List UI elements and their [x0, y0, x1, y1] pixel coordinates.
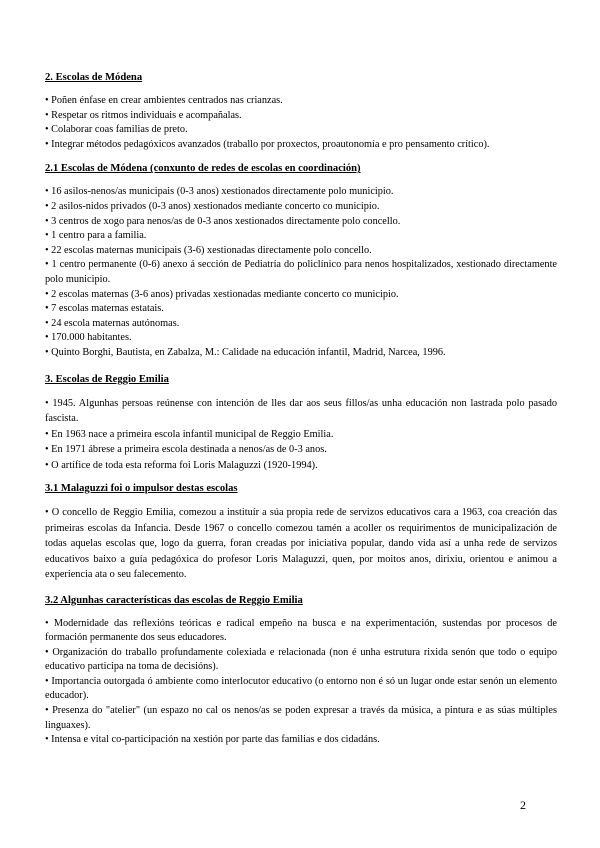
- section-escolas-modena: [45, 71, 557, 152]
- list-item: • 170.000 habitantes.: [45, 332, 132, 344]
- list-item: • Poñen énfase en crear ambientes centrados nas crianzas.: [45, 95, 283, 106]
- list-item: • O artífice de toda esta reforma foi Loris Malaguzzi (1920-1994).: [45, 459, 318, 471]
- page-number: 2: [520, 798, 526, 812]
- list-item: • En 1963 nace a primeira escola infantil municipal de Reggio Emilia.: [45, 428, 334, 440]
- section-malaguzzi: [45, 482, 557, 583]
- list-item: • 1 centro para a familia.: [45, 230, 147, 242]
- section-heading: 2. Escolas de Módena: [45, 72, 143, 83]
- list-item: • 7 escolas maternas estatais.: [45, 303, 164, 315]
- list-item: • Organización do traballo profundamente colexiada e relacionada (non é unha estrutura rixida senón que todo o equipo educativo participa na toma de decisións).: [45, 646, 557, 673]
- list-item: • O concello de Reggio Emilia, comezou a instituír a súa propia rede de servizos educativos cara a 1963, coa creación das primeiras escolas da Infancia. Desde 1967 o concello comezou tamén a acoller os requirimentos de municipalización de todas aquelas escolas que, logo da guerra, foran creadas por iniciativa popular, dando vida así a unha rede de servizos educativos baixo a guía pedagóxica do profesor Loris Malaguzzi, quen, por moitos anos, dirixiu, orientou e animou a experiencia ata o seu falecemento.: [45, 507, 557, 580]
- list-item: • Importancia outorgada ó ambiente como interlocutor educativo (o entorno non é só un lugar onde estar senón un elemento educador).: [45, 675, 557, 702]
- bullet-list: [45, 396, 557, 474]
- list-item: • Respetar os ritmos individuais e acompañalas.: [45, 109, 242, 121]
- section-redes-modena: [45, 162, 557, 360]
- list-item: • 3 centros de xogo para nenos/as de 0-3 anos xestionados directamente polo concello.: [45, 215, 401, 227]
- list-item: • 1 centro permanente (0-6) anexo á sección de Pediatría do policlínico para nenos hospitalizados, xestionado directamente polo municipio.: [45, 259, 557, 285]
- section-heading: 3.1 Malaguzzi foi o impulsor destas escolas: [45, 483, 238, 494]
- bullet-list: [45, 505, 557, 583]
- list-item: • Quinto Borghi, Bautista, en Zabalza, M.: Calidade na educación infantil, Madrid, Narcea, 1996.: [45, 346, 446, 358]
- list-item: • Integrar métodos pedagóxicos avanzados (traballo por proxectos, proautonomía e pro pensamento crítico).: [45, 138, 490, 150]
- list-item: • En 1971 ábrese a primeira escola destinada a nenos/as de 0-3 anos.: [45, 444, 327, 455]
- list-item: • Presenza do "atelier" (un espazo no cal os nenos/as se poden expresar a través da música, a pintura e as súas múltiples linguaxes).: [45, 705, 557, 731]
- bullet-list: [45, 185, 557, 360]
- list-item: • 2 escolas maternas (3-6 anos) privadas xestionadas mediante concerto co municipio.: [45, 288, 399, 300]
- list-item: • 2 asilos-nidos privados (0-3 anos) xestionados mediante concerto co municipio.: [45, 200, 380, 212]
- list-item: • 24 escola maternas autónomas.: [45, 317, 180, 329]
- section-heading: 2.1 Escolas de Módena (conxunto de redes de escolas en coordinación): [45, 163, 361, 175]
- list-item: • 1945. Algunhas persoas reúnense con intención de lles dar aos seus fillos/as unha educación non lastrada polo pasado fascista.: [45, 397, 557, 424]
- section-caracteristicas-reggio: [45, 594, 557, 748]
- list-item: • Modernidade das reflexións teóricas e radical empeño na busca e na experimentación, sustendas por procesos de formación permanente dos seus educadores.: [45, 617, 557, 644]
- document-page: [45, 71, 557, 748]
- list-item: • 22 escolas maternas municipais (3-6) xestionadas directamente polo concello.: [45, 244, 372, 256]
- section-heading: 3. Escolas de Reggio Emilia: [45, 373, 169, 385]
- section-reggio-emilia: [45, 373, 557, 474]
- list-item: • Intensa e vital co-participación na xestión por parte das familias e dos cidadáns.: [45, 734, 380, 746]
- list-item: • 16 asilos-nenos/as municipais (0-3 anos) xestionados directamente polo municipio.: [45, 186, 394, 198]
- list-item: • Colaborar coas familias de preto.: [45, 124, 188, 136]
- bullet-list: [45, 94, 557, 152]
- section-heading: 3.2 Algunhas características das escolas de Reggio Emilia: [45, 594, 303, 606]
- bullet-list: [45, 617, 557, 748]
